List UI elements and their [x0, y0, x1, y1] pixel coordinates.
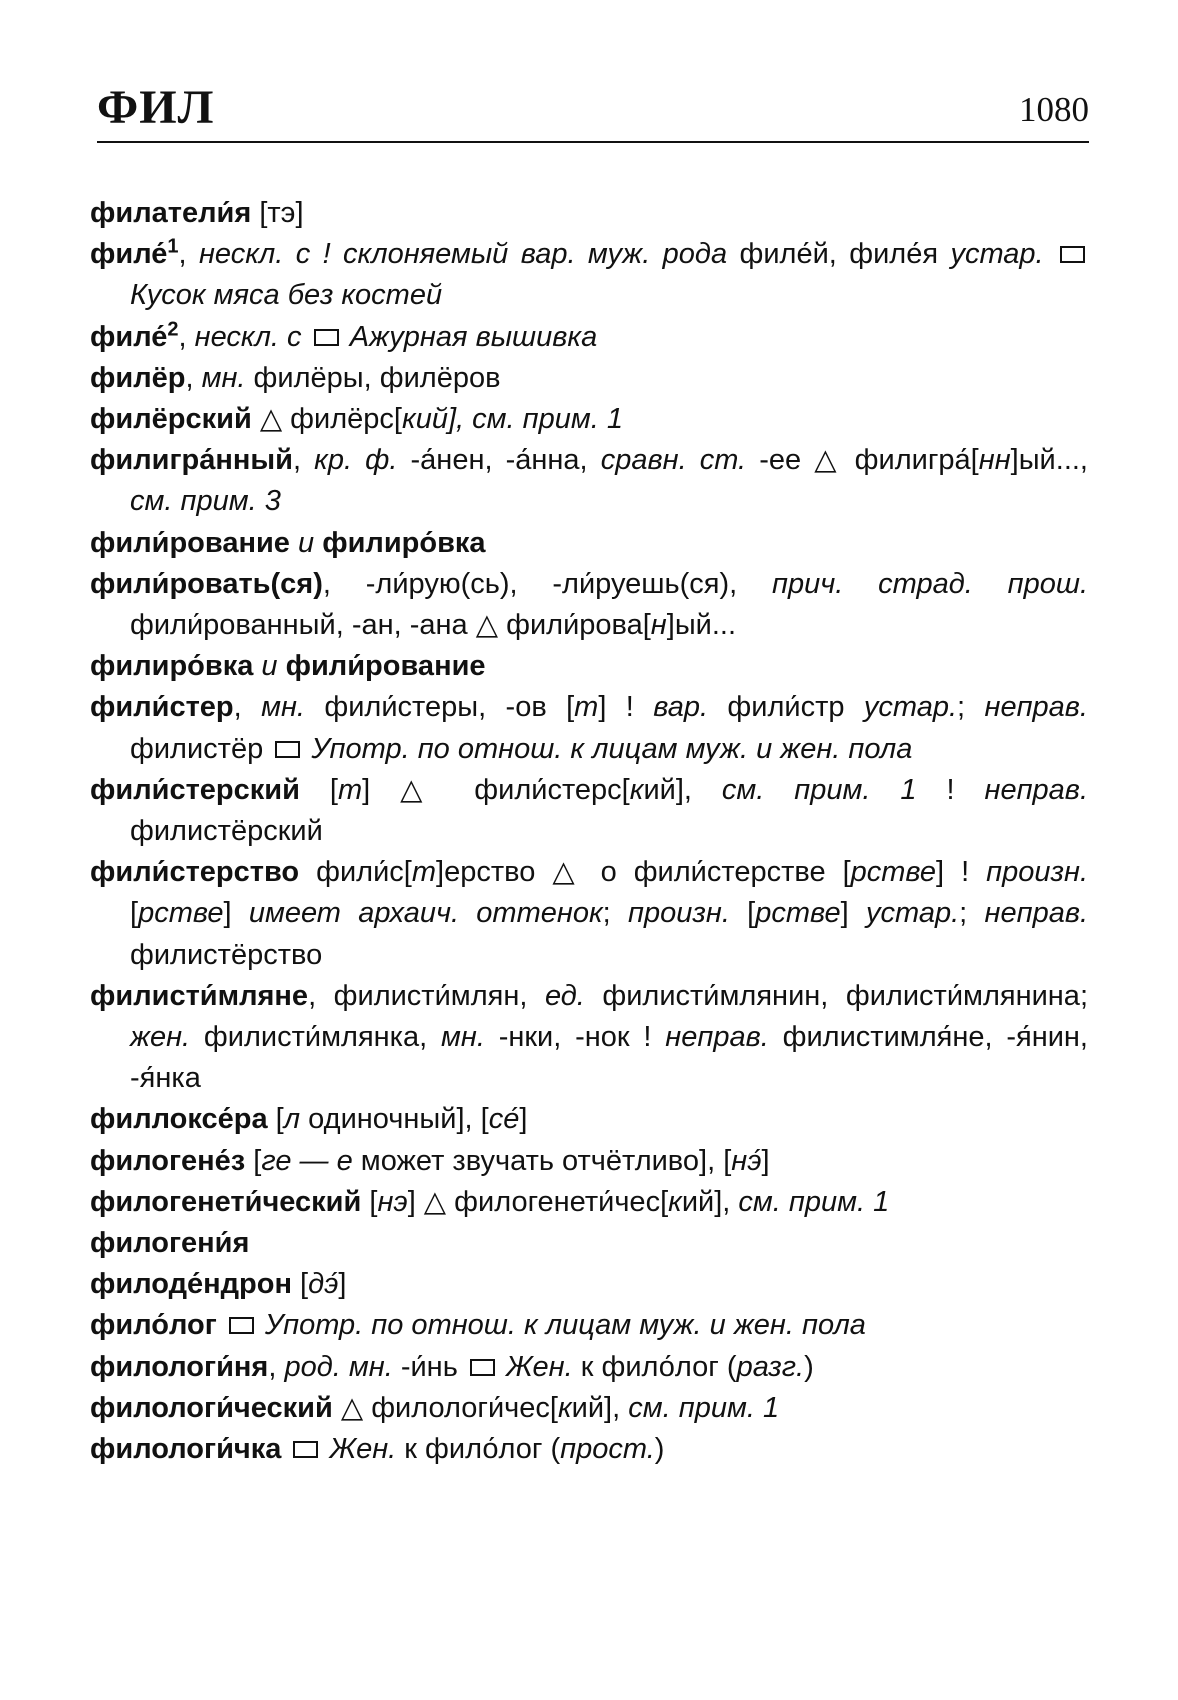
entry-text: [: [245, 1144, 262, 1177]
dictionary-entry: [90, 976, 1088, 1100]
conjunction: и: [289, 526, 323, 559]
entry-text: к фило́лог (: [396, 1433, 561, 1466]
entry-text: филёры, филёров: [245, 361, 501, 394]
entry-text: -нки, -нок !: [484, 1021, 666, 1054]
headword: фили́рование: [90, 526, 290, 559]
entry-text: одиночный], [: [300, 1103, 489, 1136]
headword: филе́: [90, 320, 168, 353]
pronunciation-note: к: [629, 773, 644, 806]
entry-text: ий],: [643, 773, 722, 806]
cross-reference: см. прим. 1: [628, 1391, 780, 1424]
headword: филологи́чка: [90, 1433, 282, 1466]
entry-text: фили́стеры, -ов [: [304, 691, 575, 724]
cross-reference: см. прим. 1: [721, 773, 917, 806]
header-rule: [97, 141, 1089, 143]
pronunciation-note: к: [668, 1185, 682, 1218]
entry-text: △ филологи́чес[: [332, 1391, 558, 1424]
entry-text: ] △ фили́стерс[: [362, 773, 630, 806]
usage-label: устар.: [950, 238, 1044, 271]
definition-box-icon: [293, 1441, 318, 1458]
dictionary-entry: [90, 399, 1088, 440]
page-header: [97, 80, 1089, 144]
entry-text: ]ерство △ о фили́стерстве [: [436, 856, 851, 889]
usage-label: произн.: [628, 897, 730, 930]
usage-label: разг.: [736, 1350, 805, 1383]
usage-label: неправ.: [665, 1021, 769, 1054]
pronunciation-note: [тэ]: [251, 197, 304, 229]
pronunciation-note: т: [337, 773, 363, 806]
dictionary-entry: [90, 564, 1088, 646]
pronunciation-note: рстве: [755, 897, 841, 930]
pronunciation-note: дэ́: [308, 1268, 339, 1301]
dictionary-entry: [90, 852, 1088, 976]
pronunciation-note: нн: [978, 444, 1011, 477]
definition: Употр. по отнош. к лицам муж. и жен. пола: [311, 732, 913, 765]
usage-label: прост.: [560, 1433, 655, 1466]
conjunction: и: [253, 650, 286, 683]
entry-text: филисти́млянин, филисти́млянина;: [584, 979, 1088, 1012]
dictionary-entry: [90, 646, 1088, 687]
entry-text: [: [267, 1103, 284, 1136]
dictionary-entry: [90, 234, 1088, 316]
entry-text: может звучать отчётливо], [: [352, 1144, 732, 1177]
entry-text: филистимля́не, -я́нин, -я́нка: [130, 1021, 1088, 1095]
entry-text: ;: [957, 691, 985, 724]
entry-text: филистёрский: [130, 815, 323, 848]
headword: филисти́мляне: [90, 979, 309, 1012]
headword: фило́лог: [90, 1309, 217, 1342]
entry-text: [: [291, 1268, 309, 1301]
dictionary-entry: [90, 1347, 1088, 1388]
entry-text: ;: [959, 897, 985, 930]
dictionary-entry: [90, 1141, 1088, 1182]
usage-label: произн.: [986, 856, 1088, 889]
headword: филологи́ня: [90, 1350, 269, 1383]
grammar-note: ед.: [544, 979, 585, 1012]
entry-text: фили́рованный, -ан, -ана △ фили́рова[: [130, 609, 651, 642]
homonym-number: 2: [167, 317, 179, 340]
grammar-note: род. мн.: [284, 1350, 393, 1383]
entry-text: фили́с[: [299, 856, 412, 889]
entry-text: [: [130, 897, 139, 930]
headword: филатели́я: [90, 197, 252, 229]
grammar-note: прич. страд. прош.: [772, 567, 1089, 600]
entry-text: ] !: [936, 856, 987, 889]
entry-text: ,: [268, 1350, 285, 1383]
headword: фили́стерский: [90, 773, 300, 806]
entry-text: ): [804, 1350, 814, 1383]
grammar-note: мн.: [440, 1021, 485, 1054]
headword-variant: фили́рование: [285, 650, 486, 683]
entry-text: филистёр: [130, 732, 272, 765]
headword-variant: филиро́вка: [322, 526, 486, 559]
grammar-note: жен.: [130, 1021, 191, 1054]
entry-text: !: [916, 773, 985, 806]
headword: филёр: [90, 361, 186, 394]
entry-text: фили́стр: [708, 691, 864, 724]
entry-text: -ее △ филигра́[: [746, 444, 979, 477]
grammar-note: мн.: [201, 361, 246, 394]
headword: филёрский: [90, 403, 252, 436]
dictionary-entry: [90, 1388, 1088, 1429]
usage-label: устар.: [863, 691, 958, 724]
entry-text: ] △ филогенети́чес[: [407, 1185, 669, 1218]
definition-box-icon: [314, 329, 339, 346]
entry-text: филе́й, филе́я: [727, 238, 951, 271]
entry-text: ]: [519, 1103, 528, 1136]
grammar-note: сравн. ст.: [600, 444, 747, 477]
entry-text: [: [361, 1185, 378, 1218]
usage-label: вар.: [653, 691, 709, 724]
dictionary-entry: [90, 523, 1088, 564]
dictionary-entry: [90, 1264, 1088, 1305]
running-head: ФИЛ: [97, 81, 215, 134]
entry-text: ,: [178, 320, 195, 353]
dictionary-entry: [90, 1182, 1088, 1223]
homonym-number: 1: [167, 235, 179, 258]
definition-box-icon: [275, 741, 300, 758]
entry-text: ,: [178, 238, 199, 271]
grammar-note: нескл. с: [194, 320, 302, 353]
dictionary-entry: [90, 440, 1088, 522]
headword: филигра́нный: [90, 444, 293, 477]
pronunciation-note: нэ: [377, 1185, 408, 1218]
headword: фили́ровать(ся): [90, 567, 323, 600]
headword: филогенети́ческий: [90, 1185, 362, 1218]
entry-text: ий],: [571, 1391, 629, 1424]
entry-text: ,: [233, 691, 262, 724]
grammar-note: кр. ф.: [314, 444, 398, 477]
entry-text: -и́нь: [392, 1350, 466, 1383]
entry-text: ий],: [681, 1185, 739, 1218]
pronunciation-note: рстве: [850, 856, 937, 889]
entry-text: ] !: [598, 691, 654, 724]
usage-label: неправ.: [984, 691, 1088, 724]
headword: фили́стер: [90, 691, 234, 724]
definition: Жен.: [505, 1350, 573, 1383]
dictionary-entry: [90, 1429, 1088, 1470]
dictionary-entry: [90, 770, 1088, 852]
definition-box-icon: [470, 1359, 495, 1376]
entry-list: [90, 193, 1088, 1470]
headword: филогени́я: [90, 1227, 250, 1260]
entry-text: ]ый...,: [1010, 444, 1088, 477]
usage-label: неправ.: [984, 773, 1088, 806]
entry-text: △ филёрс[: [251, 403, 402, 436]
dictionary-entry: [90, 1305, 1088, 1346]
definition-box-icon: [1060, 246, 1085, 263]
page-number: 1080: [1019, 90, 1089, 129]
entry-text: [: [299, 773, 338, 806]
entry-text: ий],: [415, 403, 473, 436]
usage-label: неправ.: [984, 897, 1089, 930]
entry-text: ]: [761, 1144, 770, 1177]
headword: филиро́вка: [90, 650, 254, 683]
headword: филологи́ческий: [90, 1391, 333, 1424]
headword: филоде́ндрон: [90, 1268, 292, 1301]
pronunciation-note: л: [283, 1103, 301, 1136]
entry-text: , филисти́млян,: [308, 979, 545, 1012]
entry-text: , -ли́рую(сь), -ли́руешь(ся),: [322, 567, 773, 600]
grammar-note: нескл. с ! склоняемый вар. муж. рода: [198, 238, 728, 271]
definition: Жен.: [329, 1433, 397, 1466]
dictionary-entry: [90, 193, 1088, 234]
entry-text: -а́нен, -а́нна,: [397, 444, 601, 477]
headword: филогене́з: [90, 1144, 246, 1177]
pronunciation-note: т: [411, 856, 437, 889]
pronunciation-note: к: [557, 1391, 572, 1424]
dictionary-entry: [90, 687, 1088, 769]
pronunciation-note: к: [401, 403, 416, 436]
pronunciation-note: ге — е: [261, 1144, 353, 1177]
dictionary-entry: [90, 1223, 1088, 1264]
entry-text: ]: [223, 897, 249, 930]
entry-text: [: [729, 897, 756, 930]
entry-text: ;: [602, 897, 629, 930]
entry-text: к фило́лог (: [572, 1350, 737, 1383]
definition: Ажурная вышивка: [349, 320, 598, 353]
dictionary-entry: [90, 1099, 1088, 1140]
headword: филлоксе́ра: [90, 1103, 268, 1136]
headword: фили́стерство: [90, 856, 300, 889]
pronunciation-note: се́: [488, 1103, 520, 1136]
usage-label: устар.: [866, 897, 960, 930]
pronunciation-note: т: [574, 691, 599, 724]
definition: Употр. по отнош. к лицам муж. и жен. пола: [264, 1309, 866, 1342]
grammar-note: мн.: [261, 691, 305, 724]
definition-box-icon: [229, 1317, 254, 1334]
dictionary-entry: [90, 317, 1088, 358]
cross-reference: см. прим. 3: [130, 485, 281, 518]
definition: Кусок мяса без костей: [130, 279, 443, 312]
entry-text: ]: [840, 897, 867, 930]
cross-reference: см. прим. 1: [738, 1185, 890, 1218]
cross-reference: см. прим. 1: [472, 403, 623, 436]
pronunciation-note: рстве: [138, 897, 224, 930]
entry-text: ]: [338, 1268, 347, 1301]
entry-text: ,: [293, 444, 315, 477]
pronunciation-note: н: [650, 609, 667, 642]
dictionary-entry: [90, 358, 1088, 399]
entry-text: ,: [185, 361, 202, 394]
headword: филе́: [90, 238, 168, 271]
entry-text: ): [654, 1433, 665, 1466]
entry-text: филистёрство: [130, 938, 323, 971]
entry-text: ]ый...: [666, 609, 737, 642]
usage-label: имеет архаич. оттенок: [248, 897, 603, 930]
pronunciation-note: нэ́: [731, 1144, 762, 1177]
entry-text: филисти́млянка,: [190, 1021, 441, 1054]
